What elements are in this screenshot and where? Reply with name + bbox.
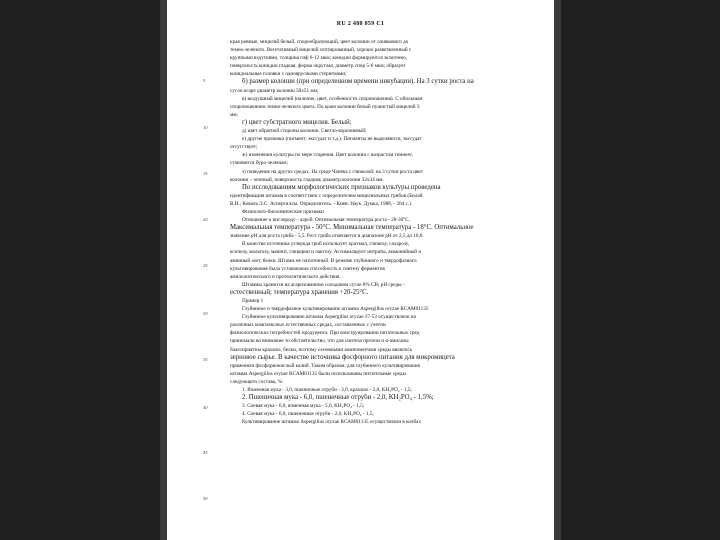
text-line: конидиальные головки с одноярусными стеригмами; [230, 71, 347, 78]
line-number-marker: 10 [203, 125, 208, 130]
line-number-marker: 40 [203, 405, 208, 410]
text-line: колонии – зеленый, поверхность гладкая; диаметр колонии 32x34 мм. [230, 176, 384, 183]
text-line: 4. Соевая мука - 6,0, пшеничные отруби - 2,0, KH₂PO₄ - 1,5; [242, 411, 374, 418]
page-left-shadow [160, 0, 167, 540]
line-number-marker: 45 [203, 450, 208, 455]
text-line: применяли фосфорнокислый калий. Таким образом, для глубинного культивирования [230, 362, 420, 369]
text-line: аминный азот, белки. Штамм не патогенный. В режиме глубинного и твердофазного [230, 257, 417, 264]
text-line: крупными вздутиями, толщина гиф 6-12 мкм; конидии формируются экзогенно, [230, 55, 408, 62]
line-number-margin [203, 0, 217, 540]
text-line: Максимальная температура - 50°С. Минимальная температура - 18°С. Оптимальное [230, 224, 474, 232]
text-line: естественный; температура хранения +20-25°С. [230, 288, 369, 296]
text-line: благоприятны крахмал, белки, поэтому основными компонентами среды являлось [230, 346, 412, 353]
text-line: амилолитического и протеолитического действия. [230, 273, 341, 280]
text-line: идентификация штамма в соответствии с определителем мицелиальных грибов (Билай [230, 192, 423, 199]
line-number-marker: 50 [203, 496, 208, 501]
text-line: штамма Aspergillus oryzae RCAM01135 были использованы питательные среды [230, 370, 407, 377]
text-line: ж) изменения культуры по мере старения. Цвет колонии с возрастом темнеет, [242, 152, 413, 159]
line-number-marker: 30 [203, 311, 208, 316]
document-body [230, 38, 530, 427]
text-line: зерновое сырье. В качестве источника фосфорного питания для микромицета [230, 353, 455, 361]
text-line: е) другие признаки (пигмент; экссудат и т.д.). Пигменты не выделяются, экссудат [242, 136, 422, 143]
text-line: Отношение к кислороду - аэроб. Оптимальная температура роста - 28-30°С. [242, 217, 411, 224]
text-line: По исследованиям морфологических признаков культуры проведена [242, 183, 441, 191]
line-number-marker: 15 [203, 171, 208, 176]
text-line: принимали во внимание то обстоятельство, что для синтеза протеаз и α-амилазы [230, 338, 409, 345]
text-line: поверхность конидии гладкая, форма округлая, диаметр спор 5-6 мкм; образует [230, 63, 406, 70]
text-line: Глубинное культивирование штамма Aspergillus oryzae 37-53 осуществляли на [242, 314, 416, 321]
text-line: мм; [230, 111, 239, 118]
text-line: становится буро-зеленым; [230, 160, 289, 167]
text-line: различных комплексных естественных средах, составленных с учетом [230, 322, 386, 329]
line-number-marker: 20 [203, 217, 208, 222]
line-number-marker: 25 [203, 263, 208, 268]
text-line: Глубинное и твердофазное культивирование штамма Aspergillus oryzae RCAM01135 [242, 306, 429, 313]
text-line: физиологических потребностей продуцента. При конструировании питательных сред [230, 330, 420, 337]
text-line: 3. Соевая мука - 6,0, ячменная мука - 5,0, KH₂PO₄ - 1,5; [242, 403, 365, 410]
line-number-marker: 5 [203, 78, 206, 83]
text-line: темно-зеленого. Вегетативный мицелий септированный, хорошо разветвленный с [230, 47, 412, 54]
text-line: Штаммы хранится на агаризованном солодовом сусле 8% СВ; pH среды - [242, 281, 405, 288]
document-page [167, 0, 554, 540]
text-line: Физиолого-биохимические признаки [242, 208, 324, 215]
text-line: спороношением темно-зеленого цвета. По краю колонии белый пушистый мицелий 3 [230, 103, 420, 110]
text-line: Культивирование штамма Aspergillus oryzae RCAM01135 осуществляли в колбах [242, 419, 422, 426]
text-line: ксилозу, мальтозу, маннит, глицерин и лактозу. Ассимилирует нитраты, аммонийный и [230, 249, 422, 256]
text-line: сусло-агаре диаметр колонии 50x51 мм; [230, 87, 319, 94]
text-line: отсутствует; [230, 144, 258, 151]
text-line: 1. Ячменная мука - 3,0, пшеничные отруби - 3,0, крахмал - 2,0, KH₂PO₄ - 1,5; [242, 387, 412, 394]
text-line: 2. Пшеничная мука - 6,0, пшеничные отруби - 2,0, KH₂PO₄ - 1,5%; [242, 394, 434, 402]
text-line: В качестве источника углерода гриб использует крахмал, глюкозу, сахарозу, [242, 241, 410, 248]
text-line: г) цвет субстратного мицелия. Белый; [242, 118, 352, 126]
text-line: Пример 1 [242, 298, 264, 304]
text-line: В.И., Коваль Э.С. Аспергиллы. Определитель. - Киев: Наук. Думка, 1988, - 204 с.). [230, 200, 413, 207]
text-line: культивирования была установлена способность к синтезу ферментов [230, 265, 385, 272]
text-line: следующего состава, %: [230, 378, 284, 385]
line-number-marker: 35 [203, 357, 208, 362]
page-right-shadow [554, 0, 561, 540]
text-line: б) размер колонии (при определенном времени инкубации). На 3 сутки роста на [242, 78, 474, 86]
text-line: значение pH для роста гриба - 5,5. Рост гриба отмечается в диапазоне pH от 2,5 до 10,0. [230, 233, 424, 240]
patent-number-header: RU 2 480 059 C1 [336, 21, 385, 27]
text-line: в) воздушный мицелий (наличие, цвет, особенности спороношения). С обильным [242, 95, 423, 102]
text-line: з) поведение на других средах. На среде Чапека с глюкозой: на 3 сутки роста цвет [242, 168, 423, 175]
text-line: д) цвет обратной стороны колонии. Светло-коричневый; [242, 128, 367, 135]
text-line: края ровные, мицелий белый, спорообразующий, цвет колонии от оливкового до [230, 39, 409, 45]
